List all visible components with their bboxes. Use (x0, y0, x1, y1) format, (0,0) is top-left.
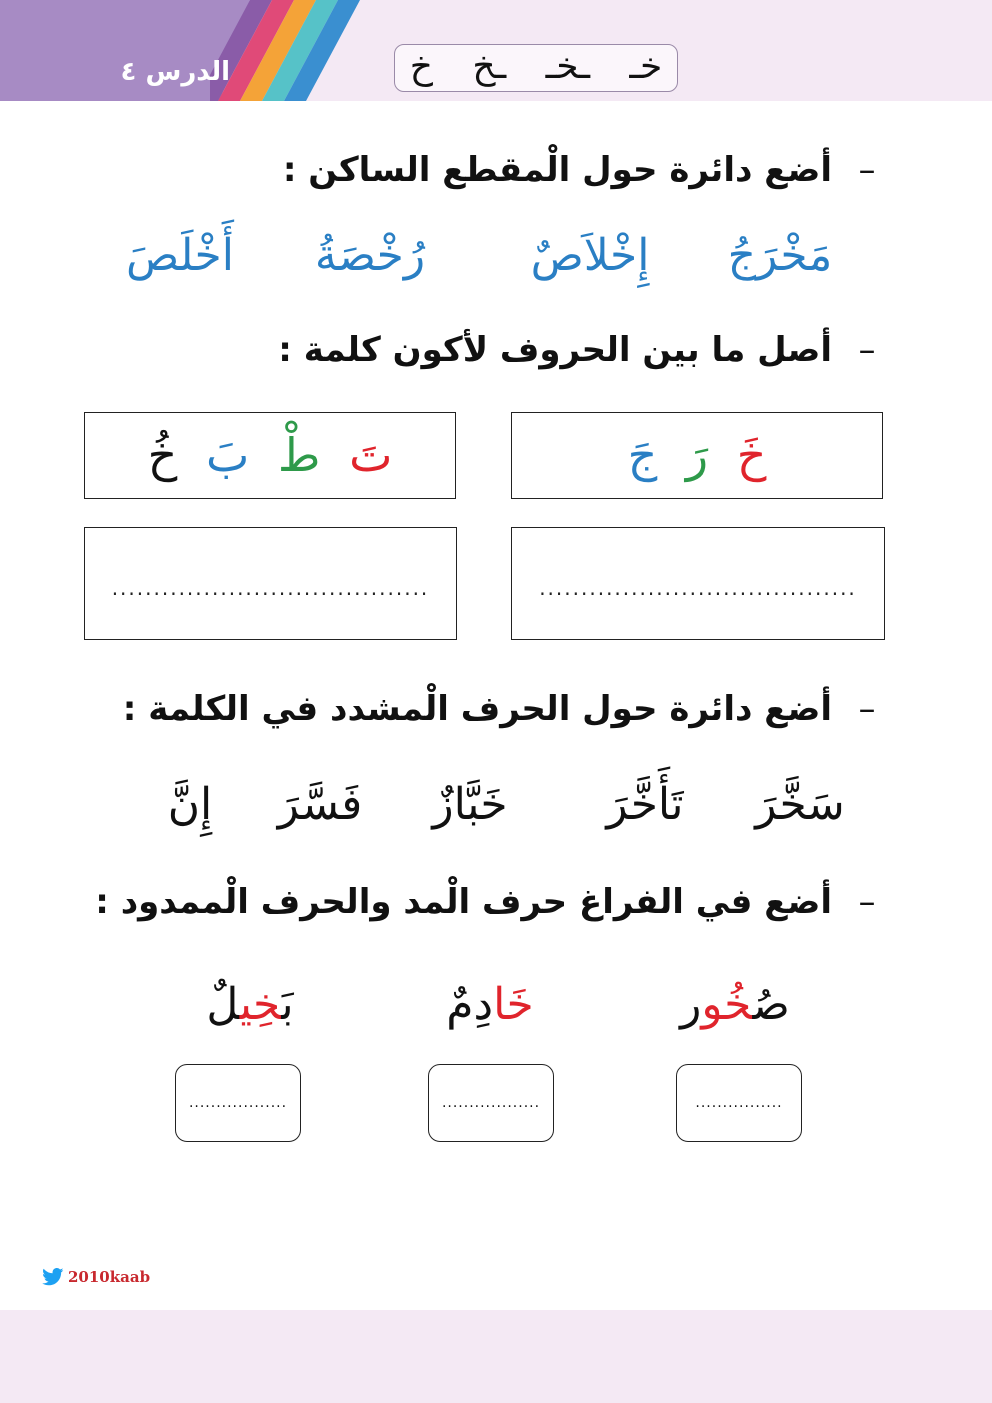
letters-box-left: تَ طْ بَ خُ (84, 412, 456, 499)
question-3 (122, 685, 902, 733)
question-1-text: أضع دائرة حول الْمقطع الساكن : (282, 150, 832, 190)
q3-word-5[interactable]: إِنَّ (167, 779, 213, 830)
question-2-text: أصل ما بين الحروف لأكون كلمة : (278, 330, 832, 370)
q1-word-1[interactable]: مَخْرَجُ (727, 230, 833, 281)
q4-word-3: بَخِيلٌ (206, 979, 294, 1030)
q4-answer-box-2[interactable]: .................. (428, 1064, 554, 1142)
q3-word-3[interactable]: خَبَّازٌ (432, 779, 508, 830)
footer-band (0, 1310, 992, 1403)
q1-word-3[interactable]: رُخْصَةُ (314, 230, 426, 281)
q3-word-2[interactable]: تَأَخَّرَ (606, 779, 684, 830)
question-3-text: أضع دائرة حول الحرف الْمشدد في الكلمة : (122, 689, 832, 729)
question-4-text: أضع في الفراغ حرف الْمد والحرف الْممدود : (95, 882, 832, 922)
answer-box-left[interactable] (84, 527, 457, 640)
answer-line-left: ...................................... (111, 576, 430, 600)
question-4 (95, 878, 902, 926)
q4-word-2: خَادِمٌ (446, 979, 534, 1030)
twitter-handle (42, 1266, 150, 1288)
answer-line-right: ...................................... (539, 576, 857, 600)
question-1 (142, 146, 902, 194)
answer-box-right[interactable] (511, 527, 885, 640)
letters-box-right: خَ رَ جَ (511, 412, 883, 499)
q4-answer-box-1[interactable]: ................ (676, 1064, 802, 1142)
q1-word-4[interactable]: أَخْلَصَ (126, 230, 234, 281)
question-3-dash: – (858, 689, 876, 729)
question-2 (142, 326, 902, 374)
q3-word-4[interactable]: فَسَّرَ (277, 779, 363, 830)
twitter-handle-text: 2010kaab (68, 1268, 151, 1286)
q4-answer-box-3[interactable]: .................. (175, 1064, 301, 1142)
question-2-dash: – (858, 330, 876, 370)
question-4-dash: – (858, 882, 876, 922)
twitter-icon (42, 1268, 64, 1286)
q3-word-1[interactable]: سَخَّرَ (755, 779, 845, 830)
lesson-label: الدرس ٤ (120, 57, 230, 87)
q1-word-2[interactable]: إِخْلاَصٌ (530, 230, 650, 281)
question-1-dash: – (858, 150, 876, 190)
letter-forms-box: خـ ـخـ ـخ خ (394, 44, 678, 92)
q4-word-1: صُخُور (680, 979, 790, 1030)
